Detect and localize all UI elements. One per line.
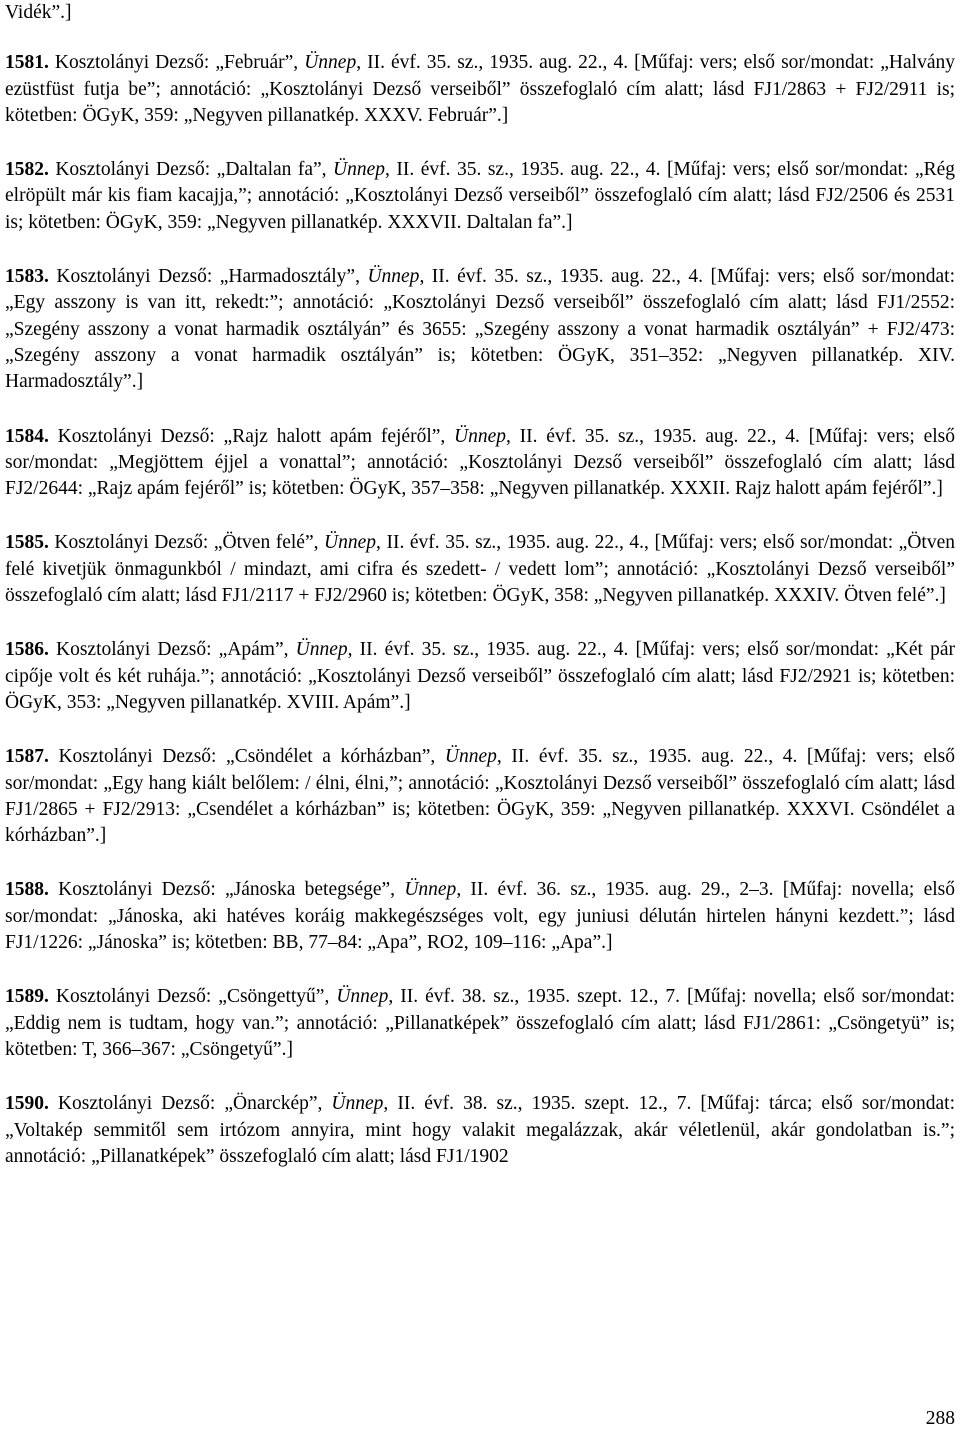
entry-number: 1581. [5,52,49,74]
entry-number: 1583. [5,266,49,288]
entry-journal: Ünnep [454,425,507,447]
entry-journal: Ünnep [367,266,420,288]
entry-spacer [5,396,955,424]
entry-spacer [5,26,955,50]
bibliography-entry-1582 [5,157,955,236]
bibliography-entry-1585 [5,530,955,609]
bibliography-entry-1583 [5,264,955,395]
entry-number: 1585. [5,532,49,554]
entry-number: 1590. [5,1093,49,1115]
entry-journal: Ünnep [324,532,377,554]
bibliography-entry-1588 [5,877,955,956]
entry-details: , II. évf. 36. sz., 1935. aug. 29., 2–3. [Műfaj: novella; első sor/mondat: „Jánoska, aki hatéves koráig makkegészséges volt, egy juniusi délután hirtelen hányni kezdett.”; lásd FJ1/1226: „Jánoska” is; kötetben: BB, 77–84: „Apa”, RO2, 109–116: „Apa”.] [5,879,956,954]
entry-journal: Ünnep [295,639,348,661]
entry-number: 1582. [5,159,49,181]
entry-journal: Ünnep [444,746,497,768]
bibliography-entry-1584 [5,424,955,503]
entry-number: 1584. [5,425,49,447]
entry-details: , II. évf. 35. sz., 1935. aug. 22., 4. [Műfaj: vers; első sor/mondat: „Halvány ezüstfüst futja be”; annotáció: „Kosztolányi Dezső verseiből” összefoglaló cím alatt; lásd FJ1/2863 + FJ2/2911 is; kötetben: ÖGyK, 359: „Negyven pillanatkép. XXXV. Február”.] [5,52,955,126]
entry-spacer [5,849,955,877]
entry-spacer [5,716,955,744]
entry-details: , II. évf. 38. sz., 1935. szept. 12., 7. [Műfaj: tárca; első sor/mondat: „Voltakép semmitől sem irtózom annyira, mint hogy valakit megalázzak, akár véletlenül, akár gondolatban is.”; annotáció: „Pillanatképek” összefoglaló cím alatt; lásd FJ1/1902 [5,1093,955,1167]
entry-spacer [5,609,955,637]
entry-number: 1587. [5,746,49,768]
bibliography-entry-1589 [5,984,955,1063]
entry-journal: Ünnep [331,1093,384,1115]
entry-author-title: Kosztolányi Dezső: „Február”, [48,52,305,74]
entry-author-title: Kosztolányi Dezső: „Daltalan fa”, [48,159,334,181]
entry-author-title: Kosztolányi Dezső: „Harmadosztály”, [48,266,368,288]
entry-author-title: Kosztolányi Dezső: „Önarckép”, [48,1093,332,1115]
entry-details: , II. évf. 35. sz., 1935. aug. 22., 4. [Műfaj: vers; első sor/mondat: „Rég elröpült már kis fiam kacajja,”; annotáció: „Kosztolányi Dezső verseiből” összefoglaló cím alatt; lásd FJ2/2506 és 2531 is; kötetben: ÖGyK, 359: „Negyven pillanatkép. XXXVII. Daltalan fa”.] [5,159,955,233]
entry-author-title: Kosztolányi Dezső: „Csöngettyű”, [48,986,337,1008]
entry-journal: Ünnep [333,159,386,181]
entry-spacer [5,1063,955,1091]
document-page [5,0,955,1170]
entry-author-title: Kosztolányi Dezső: „Csöndélet a kórházban”, [48,746,445,768]
entry-journal: Ünnep [336,986,389,1008]
entry-details: , II. évf. 35. sz., 1935. aug. 22., 4. [Műfaj: vers; első sor/mondat: „Két pár cipője volt és két ruhája.”; annotáció: „Kosztolányi Dezső verseiből” összefoglaló cím alatt; lásd FJ2/2921 is; kötetben: ÖGyK, 353: „Negyven pillanatkép. XVIII. Apám”.] [5,639,955,713]
continued-entry-fragment: Vidék”.] [5,2,72,23]
bibliography-entry-1587 [5,744,955,849]
entry-journal: Ünnep [304,52,357,74]
entry-spacer [5,502,955,530]
entry-details: , II. évf. 35. sz., 1935. aug. 22., 4., [Műfaj: vers; első sor/mondat: „Ötven felé kivetjük önmagunkból / mindazt, ami cifra és szedett- / vedett lom”; annotáció: „Kosztolányi Dezső verseiből” összefoglaló cím alatt; lásd FJ1/2117 + FJ2/2960 is; kötetben: ÖGyK, 358: „Negyven pillanatkép. XXXIV. Ötven felé”.] [5,532,955,607]
entry-details: , II. évf. 35. sz., 1935. aug. 22., 4. [Műfaj: vers; első sor/mondat: „Egy asszony is van itt, rekedt:”; annotáció: „Kosztolányi Dezső verseiből” összefoglaló cím alatt; lásd FJ1/2552: „Szegény asszony a vonat harmadik osztályán” és 3655: „Szegény asszony a vonat harmadik osztályán” + FJ2/473: „Szegény asszony a vonat harmadik osztályán” is; kötetben: ÖGyK, 351–352: „Negyven pillanatkép. XIV. Harmadosztály”.] [5,266,955,393]
entry-author-title: Kosztolányi Dezső: „Rajz halott apám fejéről”, [48,425,455,447]
bibliography-entry-1581 [5,50,955,129]
entry-spacer [5,236,955,264]
entry-author-title: Kosztolányi Dezső: „Ötven felé”, [48,532,325,554]
entry-details: , II. évf. 38. sz., 1935. szept. 12., 7. [Műfaj: novella; első sor/mondat: „Eddig nem is tudtam, hogy van.”; annotáció: „Pillanatképek” összefoglaló cím alatt; lásd FJ1/2861: „Csöngetyü” is; kötetben: T, 366–367: „Csöngetyű”.] [5,986,955,1060]
bibliography-entry-1586 [5,637,955,716]
entry-author-title: Kosztolányi Dezső: „Apám”, [48,639,296,661]
entry-spacer [5,129,955,157]
entry-number: 1589. [5,986,49,1008]
entry-details: , II. évf. 35. sz., 1935. aug. 22., 4. [Műfaj: vers; első sor/mondat: „Megjöttem éjjel a vonattal”; annotáció: „Kosztolányi Dezső verseiből” összefoglaló cím alatt; lásd FJ2/2644: „Rajz apám fejéről” is; kötetben: ÖGyK, 357–358: „Negyven pillanatkép. XXXII. Rajz halott apám fejéről”.] [5,425,955,500]
entry-journal: Ünnep [404,879,457,901]
entry-spacer [5,956,955,984]
bibliography-entry-1590 [5,1091,955,1170]
entry-details: , II. évf. 35. sz., 1935. aug. 22., 4. [Műfaj: vers; első sor/mondat: „Egy hang kiált belőlem: / élni, élni,”; annotáció: „Kosztolányi Dezső verseiből” összefoglaló cím alatt; lásd FJ1/2865 + FJ2/2913: „Csendélet a kórházban” is; kötetben: ÖGyK, 359: „Negyven pillanatkép. XXXVI. Csöndélet a kórházban”.] [5,746,955,847]
entry-number: 1586. [5,639,49,661]
entry-author-title: Kosztolányi Dezső: „Jánoska betegsége”, [48,879,405,901]
entry-number: 1588. [5,879,49,901]
page-number: 288 [925,1408,955,1429]
